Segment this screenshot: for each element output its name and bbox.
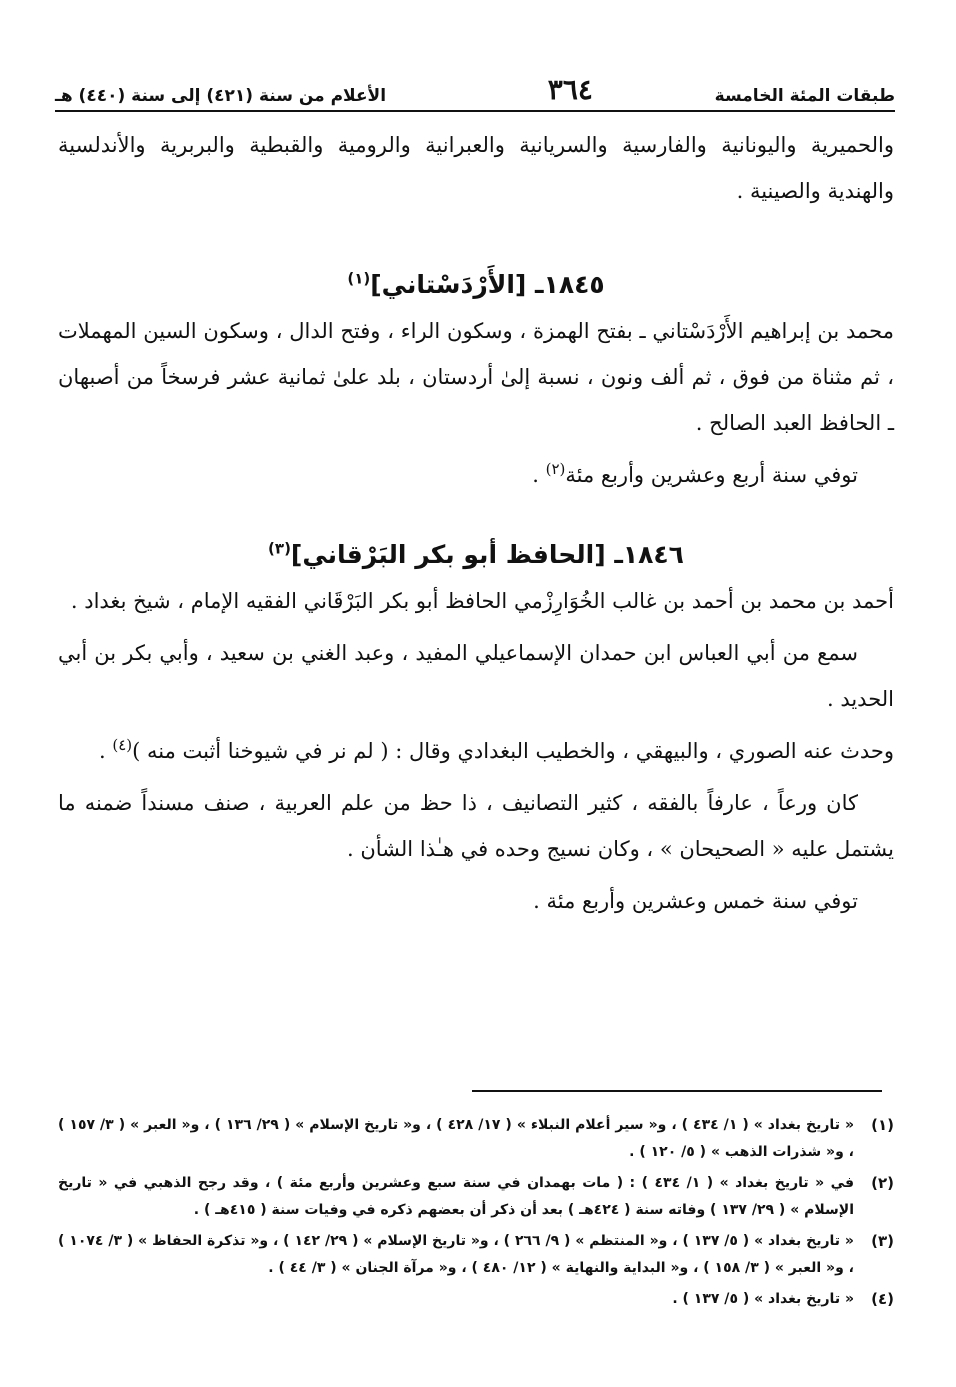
footnote — [58, 1286, 894, 1313]
header-range: الأعلام من سنة (٤٢١) إلى سنة (٤٤٠) هـ — [55, 86, 387, 106]
footnote-number: (١) — [871, 1116, 894, 1134]
entry-1846-paragraph-3-text: وحدث عنه الصوري ، والبيهقي ، والخطيب البغدادي وقال : ( لم نر في شيوخنا أثبت منه ) — [132, 739, 894, 763]
entry-1845-death-note-ref: (٢) — [545, 460, 566, 478]
footnote-number: (٤) — [871, 1290, 894, 1308]
footnote — [58, 1228, 894, 1282]
footnote-text: « تاريخ بغداد » ( ١/ ٤٣٤ ) ، و« سير أعلام النبلاء » ( ١٧/ ٤٢٨ ) ، و« تاريخ الإسلام » ( ٢٩/ ١٣٦ ) ، و« العبر » ( ٣/ ١٥٧ ) ، و« شذرات الذهب » ( ٥/ ١٢٠ ) . — [58, 1117, 854, 1160]
entry-1845-heading — [58, 262, 894, 308]
footnote — [58, 1112, 894, 1166]
footnote-text: « تاريخ بغداد » ( ٥/ ١٣٧ ) ، و« المنتظم » ( ٩/ ٢٦٦ ) ، و« تاريخ الإسلام » ( ٢٩/ ١٤٢ ) ، و« تذكرة الحفاظ » ( ٣/ ١٠٧٤ ) ، و« العبر » ( ٣/ ١٥٨ ) ، و« البداية والنهاية » ( ١٢/ ٤٨٠ ) ، و« مرآة الجنان » ( ٣/ ٤٤ ) . — [58, 1233, 854, 1276]
footnote-text: « تاريخ بغداد » ( ٥/ ١٣٧ ) . — [672, 1291, 854, 1307]
entry-1846-paragraph-3-note-ref: (٤) — [112, 736, 133, 754]
entry-1846-note-ref: (٣) — [268, 539, 291, 558]
footnotes — [58, 1112, 894, 1317]
entry-1845-note-ref: (١) — [347, 269, 371, 288]
entry-1846-title: ١٨٤٦ـ [الحافظ أبو بكر البَرْقاني] — [290, 540, 684, 569]
header-book-section: طبقات المئة الخامسة — [714, 86, 895, 106]
running-header — [55, 72, 895, 106]
entry-1846-paragraph-3-end: . — [98, 739, 113, 763]
entry-1845-title: ١٨٤٥ـ [الأَرْدَسْتاني] — [370, 270, 605, 299]
footnote-number: (٢) — [871, 1174, 894, 1192]
entry-1846-heading — [58, 532, 894, 578]
footnote-text: في « تاريخ بغداد » ( ١/ ٤٣٤ ) : ( مات بهمدان في سنة سبع وعشرين وأربع مئة ) ، وقد رجح الذهبي في « تاريخ الإسلام » ( ٢٩/ ١٣٧ ) وفاته سنة ( ٤٢٤هـ ) بعد أن ذكر أن بعضهم ذكره في وفيات سنة ( ٤١٥هـ ) . — [58, 1175, 854, 1218]
intro-paragraph: والحميرية واليونانية والفارسية والسريانية والعبرانية والرومية والقبطية والبربرية والأندلسية والهندية والصينية . — [58, 133, 894, 203]
page-number: ٣٦٤ — [547, 73, 593, 106]
entry-1846-paragraph-3 — [58, 728, 894, 774]
entry-1846-paragraph-4: كان ورعاً ، عارفاً بالفقه ، كثير التصانيف ، ذا حظ من علم العربية ، صنف مسنداً ضمنه ما يشتمل عليه « الصحيحان » ، وكان نسيج وحده في هـٰذا الشأن . — [58, 791, 894, 861]
entry-1846-paragraph-2: سمع من أبي العباس ابن حمدان الإسماعيلي المفيد ، وعبد الغني بن سعيد ، وأبي بكر بن أبي الحديد . — [58, 641, 894, 711]
entry-1845-death — [58, 452, 894, 498]
entry-1845-death-text: توفي سنة أربع وعشرين وأربع مئة — [565, 463, 858, 487]
footnote-separator — [472, 1090, 882, 1092]
main-text — [58, 122, 894, 924]
entry-1846-death: توفي سنة خمس وعشرين وأربع مئة . — [533, 889, 858, 913]
entry-1845-paragraph: محمد بن إبراهيم الأَرْدَسْتاني ـ بفتح الهمزة ، وسكون الراء ، وفتح الدال ، وسكون السين المهملات ، ثم مثناة من فوق ، ثم ألف ونون ، نسبة إلىٰ أردستان ، بلد علىٰ ثمانية عشر فرسخاً من أصبهان ـ الحافظ العبد الصالح . — [58, 319, 894, 435]
footnote — [58, 1170, 894, 1224]
footnote-number: (٣) — [871, 1232, 894, 1250]
entry-1845-death-end: . — [532, 463, 546, 487]
header-rule — [55, 110, 895, 112]
entry-1846-paragraph-1: أحمد بن محمد بن أحمد بن غالب الخُوَارِزْمي الحافظ أبو بكر البَرْقَاني الفقيه الإمام ، شيخ بغداد . — [70, 589, 894, 613]
